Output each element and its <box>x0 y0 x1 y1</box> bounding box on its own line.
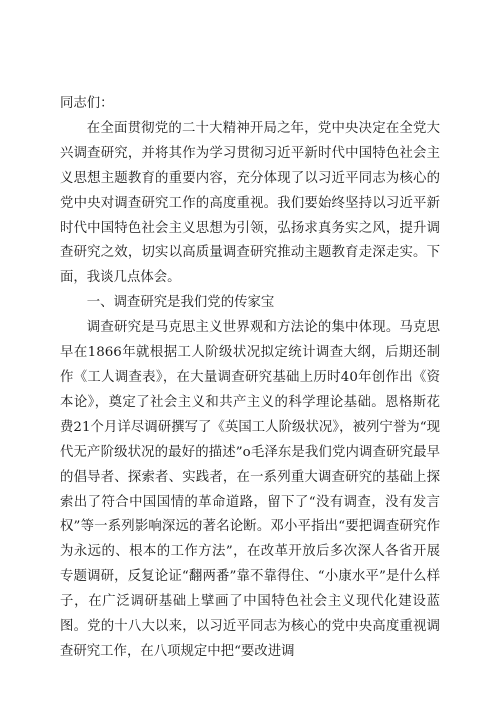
document-body <box>60 92 440 665</box>
intro-paragraph: 在全面贯彻党的二十大精神开局之年，党中央决定在全党大兴调查研究，并将其作为学习贯彻习近平新时代中国特色社会主义思想主题教育的重要内容，充分体现了以习近平同志为核心的党中央对调查研究工作的高度重视。我们要始终坚持以习近平新时代中国特色社会主义思想为引领，弘扬求真务实之风，提升调查研究之效，切实以高质量调查研究推动主题教育走深走实。下面，我谈几点体会。 <box>60 120 440 286</box>
body-paragraph: 调查研究是马克思主义世界观和方法论的集中体现。马克思早在1866年就根据工人阶级状况拟定统计调查大纲，后期还制作《工人调查表》，在大量调查研究基础上历时40年创作出《资本论》，奠定了社会主义和共产主义的科学理论基础。恩格斯花费21个月详尽调研撰写了《英国工人阶级状况》，被列宁誉为“现代无产阶级状况的最好的描述”o毛泽东是我们党内调查研究最早的倡导者、探索者、实践者，在一系列重大调查研究的基础上探索出了符合中国国情的革命道路，留下了“没有调查，没有发言权”等一系列影响深远的著名论断。邓小平指出“要把调查研究作为永远的、根本的工作方法”，在改革开放后多次深人各省开展专题调研，反复论证“翻两番”靠不靠得住、“小康水平”是什么样子，在广泛调研基础上擘画了中国特色社会主义现代化建设蓝图。党的十八大以来，以习近平同志为核心的党中央高度重视调查研究工作，在八项规定中把“要改进调 <box>60 320 440 659</box>
salutation: 同志们： <box>60 96 114 111</box>
section-heading: 一、调查研究是我们党的传家宝 <box>86 295 275 311</box>
